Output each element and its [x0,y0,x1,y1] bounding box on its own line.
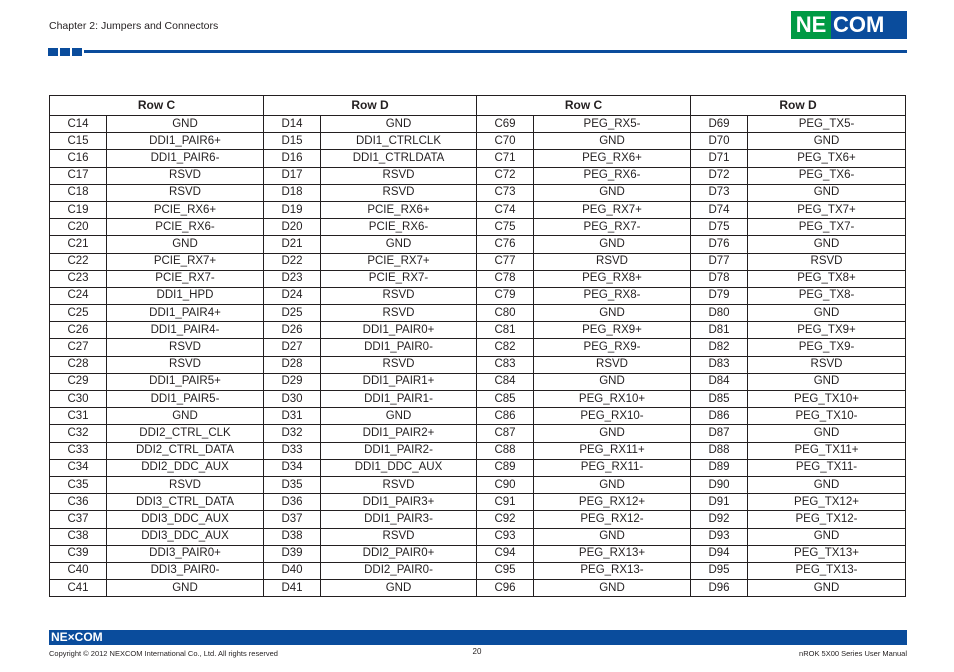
signal-c-cell: PEG_RX13+ [534,545,691,562]
pin-c-cell: C29 [50,373,107,390]
signal-d-cell: GND [321,236,477,253]
signal-d-cell: PCIE_RX6- [321,219,477,236]
pin-c-cell: C41 [50,580,107,597]
pin-c-cell: C88 [477,442,534,459]
pin-d-cell: D92 [691,511,748,528]
nexcom-logo [791,11,907,39]
pin-d-cell: D89 [691,459,748,476]
signal-d-cell: RSVD [748,356,906,373]
signal-c-cell: GND [107,116,264,133]
pin-c-cell: C33 [50,442,107,459]
signal-d-cell: PCIE_RX6+ [321,201,477,218]
table-row [50,253,906,270]
header-row-c: Row C [50,96,264,116]
signal-d-cell: PEG_TX13- [748,562,906,579]
pin-c-cell: C37 [50,511,107,528]
signal-c-cell: PEG_RX11+ [534,442,691,459]
pin-d-cell: D22 [264,253,321,270]
pin-d-cell: D29 [264,373,321,390]
pin-c-cell: C27 [50,339,107,356]
signal-c-cell: DDI2_CTRL_CLK [107,425,264,442]
pin-d-cell: D82 [691,339,748,356]
signal-d-cell: PEG_TX11- [748,459,906,476]
pin-d-cell: D31 [264,408,321,425]
table-body [50,116,906,597]
page-number: 20 [472,647,482,656]
pin-c-cell: C91 [477,494,534,511]
signal-d-cell: DDI1_PAIR2+ [321,425,477,442]
signal-c-cell: PEG_RX6- [534,167,691,184]
pin-c-cell: C36 [50,494,107,511]
table-row [50,511,906,528]
pin-d-cell: D87 [691,425,748,442]
signal-c-cell: DDI1_PAIR5- [107,391,264,408]
pin-c-cell: C81 [477,322,534,339]
pin-c-cell: C90 [477,476,534,493]
pin-d-cell: D14 [264,116,321,133]
signal-c-cell: GND [534,528,691,545]
pin-d-cell: D83 [691,356,748,373]
table-row [50,322,906,339]
pin-c-cell: C94 [477,545,534,562]
table-row [50,133,906,150]
signal-d-cell: PEG_TX11+ [748,442,906,459]
table-row [50,201,906,218]
signal-c-cell: PEG_RX5- [534,116,691,133]
pin-d-cell: D76 [691,236,748,253]
signal-c-cell: DDI1_PAIR4- [107,322,264,339]
pin-c-cell: C35 [50,476,107,493]
pin-c-cell: C18 [50,184,107,201]
signal-c-cell: GND [534,580,691,597]
pin-c-cell: C95 [477,562,534,579]
pin-d-cell: D85 [691,391,748,408]
pin-d-cell: D30 [264,391,321,408]
pin-c-cell: C85 [477,391,534,408]
signal-d-cell: GND [748,580,906,597]
pin-d-cell: D91 [691,494,748,511]
table-row [50,459,906,476]
signal-c-cell: DDI3_PAIR0+ [107,545,264,562]
table-row [50,116,906,133]
signal-c-cell: GND [107,236,264,253]
pin-d-cell: D71 [691,150,748,167]
pin-c-cell: C82 [477,339,534,356]
signal-d-cell: RSVD [321,476,477,493]
pin-d-cell: D88 [691,442,748,459]
signal-c-cell: GND [534,236,691,253]
signal-c-cell: RSVD [107,476,264,493]
signal-c-cell: PEG_RX13- [534,562,691,579]
pin-d-cell: D80 [691,305,748,322]
pin-c-cell: C17 [50,167,107,184]
pin-c-cell: C70 [477,133,534,150]
header-row-c: Row C [477,96,691,116]
table-row [50,545,906,562]
pin-d-cell: D19 [264,201,321,218]
pin-d-cell: D28 [264,356,321,373]
table-row [50,339,906,356]
signal-d-cell: GND [748,184,906,201]
signal-d-cell: PEG_TX7+ [748,201,906,218]
pin-d-cell: D36 [264,494,321,511]
signal-d-cell: DDI1_PAIR3+ [321,494,477,511]
signal-c-cell: DDI1_PAIR6- [107,150,264,167]
signal-d-cell: PEG_TX12- [748,511,906,528]
pin-c-cell: C23 [50,270,107,287]
pin-c-cell: C28 [50,356,107,373]
signal-d-cell: DDI2_PAIR0+ [321,545,477,562]
signal-c-cell: RSVD [107,167,264,184]
header-row-d: Row D [264,96,477,116]
pin-d-cell: D77 [691,253,748,270]
pin-c-cell: C31 [50,408,107,425]
pin-d-cell: D39 [264,545,321,562]
pin-d-cell: D40 [264,562,321,579]
signal-d-cell: GND [321,116,477,133]
signal-c-cell: PCIE_RX7- [107,270,264,287]
signal-c-cell: RSVD [534,253,691,270]
signal-c-cell: PEG_RX6+ [534,150,691,167]
signal-d-cell: GND [748,373,906,390]
signal-d-cell: RSVD [321,356,477,373]
pin-d-cell: D16 [264,150,321,167]
signal-c-cell: DDI2_CTRL_DATA [107,442,264,459]
table-row [50,425,906,442]
signal-d-cell: DDI1_PAIR2- [321,442,477,459]
pin-c-cell: C26 [50,322,107,339]
pin-d-cell: D20 [264,219,321,236]
pin-c-cell: C87 [477,425,534,442]
signal-d-cell: DDI1_CTRLDATA [321,150,477,167]
signal-c-cell: PEG_RX10+ [534,391,691,408]
pin-c-cell: C83 [477,356,534,373]
table-row [50,150,906,167]
pin-d-cell: D32 [264,425,321,442]
pin-c-cell: C93 [477,528,534,545]
signal-d-cell: PEG_TX13+ [748,545,906,562]
signal-c-cell: GND [534,476,691,493]
logo-left: NE [791,11,831,39]
pin-c-cell: C40 [50,562,107,579]
pin-c-cell: C92 [477,511,534,528]
signal-d-cell: GND [321,408,477,425]
pin-c-cell: C76 [477,236,534,253]
signal-d-cell: GND [748,528,906,545]
footer-bar [49,630,907,645]
signal-d-cell: RSVD [321,287,477,304]
pin-c-cell: C39 [50,545,107,562]
signal-d-cell: DDI1_PAIR1+ [321,373,477,390]
pin-c-cell: C69 [477,116,534,133]
pin-d-cell: D72 [691,167,748,184]
signal-d-cell: PEG_TX5- [748,116,906,133]
pin-c-cell: C30 [50,391,107,408]
pin-c-cell: C84 [477,373,534,390]
pin-d-cell: D75 [691,219,748,236]
signal-c-cell: PEG_RX12+ [534,494,691,511]
header-square [48,48,58,56]
pin-d-cell: D95 [691,562,748,579]
pin-d-cell: D84 [691,373,748,390]
table-row [50,287,906,304]
table-row [50,476,906,493]
pin-c-cell: C74 [477,201,534,218]
pin-c-cell: C96 [477,580,534,597]
table-row [50,236,906,253]
signal-c-cell: PCIE_RX7+ [107,253,264,270]
table-row [50,270,906,287]
signal-c-cell: PEG_RX7+ [534,201,691,218]
signal-c-cell: RSVD [107,356,264,373]
signal-c-cell: RSVD [107,184,264,201]
pin-d-cell: D35 [264,476,321,493]
pin-c-cell: C86 [477,408,534,425]
signal-d-cell: DDI1_DDC_AUX [321,459,477,476]
signal-c-cell: RSVD [534,356,691,373]
pin-d-cell: D27 [264,339,321,356]
pin-c-cell: C32 [50,425,107,442]
table-row [50,580,906,597]
signal-d-cell: PEG_TX10+ [748,391,906,408]
pin-c-cell: C89 [477,459,534,476]
pin-c-cell: C78 [477,270,534,287]
pin-c-cell: C72 [477,167,534,184]
pin-d-cell: D34 [264,459,321,476]
pin-c-cell: C38 [50,528,107,545]
signal-d-cell: PEG_TX7- [748,219,906,236]
table-row [50,528,906,545]
signal-d-cell: PEG_TX6+ [748,150,906,167]
signal-d-cell: GND [748,305,906,322]
pin-d-cell: D74 [691,201,748,218]
signal-c-cell: DDI1_PAIR5+ [107,373,264,390]
header-row-d: Row D [691,96,906,116]
table-row [50,494,906,511]
signal-d-cell: GND [748,476,906,493]
signal-c-cell: PEG_RX8+ [534,270,691,287]
pin-definition-table [49,95,906,597]
table-header-row [50,96,906,116]
pin-d-cell: D90 [691,476,748,493]
signal-d-cell: RSVD [321,305,477,322]
header-rule [84,50,907,53]
copyright-text: Copyright © 2012 NEXCOM International Co., Ltd. All rights reserved [49,649,278,658]
pin-d-cell: D24 [264,287,321,304]
pin-c-cell: C20 [50,219,107,236]
signal-c-cell: DDI3_DDC_AUX [107,511,264,528]
signal-c-cell: PCIE_RX6- [107,219,264,236]
signal-c-cell: GND [534,305,691,322]
pin-c-cell: C15 [50,133,107,150]
pin-c-cell: C80 [477,305,534,322]
table-row [50,184,906,201]
pin-d-cell: D15 [264,133,321,150]
signal-d-cell: PEG_TX9+ [748,322,906,339]
pin-c-cell: C75 [477,219,534,236]
pin-c-cell: C16 [50,150,107,167]
signal-d-cell: GND [748,133,906,150]
signal-c-cell: PEG_RX8- [534,287,691,304]
signal-d-cell: PEG_TX9- [748,339,906,356]
pin-d-cell: D23 [264,270,321,287]
pin-c-cell: C25 [50,305,107,322]
pin-d-cell: D69 [691,116,748,133]
pin-d-cell: D70 [691,133,748,150]
signal-c-cell: GND [107,580,264,597]
pin-c-cell: C24 [50,287,107,304]
signal-c-cell: PCIE_RX6+ [107,201,264,218]
signal-c-cell: GND [107,408,264,425]
signal-d-cell: DDI2_PAIR0- [321,562,477,579]
signal-c-cell: PEG_RX9- [534,339,691,356]
signal-c-cell: DDI3_DDC_AUX [107,528,264,545]
signal-d-cell: GND [748,236,906,253]
pin-d-cell: D18 [264,184,321,201]
table-row [50,356,906,373]
signal-d-cell: RSVD [321,528,477,545]
signal-c-cell: DDI2_DDC_AUX [107,459,264,476]
signal-d-cell: PEG_TX10- [748,408,906,425]
logo-right: COM [831,11,907,39]
signal-c-cell: DDI1_PAIR6+ [107,133,264,150]
pin-c-cell: C34 [50,459,107,476]
table-row [50,219,906,236]
signal-c-cell: GND [534,425,691,442]
signal-c-cell: PEG_RX11- [534,459,691,476]
table-row [50,391,906,408]
signal-c-cell: RSVD [107,339,264,356]
pin-c-cell: C77 [477,253,534,270]
signal-c-cell: DDI3_CTRL_DATA [107,494,264,511]
signal-c-cell: DDI1_HPD [107,287,264,304]
header-square [72,48,82,56]
signal-d-cell: DDI1_PAIR1- [321,391,477,408]
pin-c-cell: C22 [50,253,107,270]
pin-c-cell: C21 [50,236,107,253]
signal-d-cell: PEG_TX8- [748,287,906,304]
pin-d-cell: D94 [691,545,748,562]
signal-d-cell: PEG_TX8+ [748,270,906,287]
pin-c-cell: C73 [477,184,534,201]
signal-d-cell: DDI1_CTRLCLK [321,133,477,150]
pin-d-cell: D38 [264,528,321,545]
signal-d-cell: RSVD [321,167,477,184]
signal-d-cell: PEG_TX12+ [748,494,906,511]
pin-d-cell: D17 [264,167,321,184]
pin-d-cell: D81 [691,322,748,339]
signal-d-cell: GND [321,580,477,597]
signal-c-cell: PEG_RX12- [534,511,691,528]
pin-d-cell: D37 [264,511,321,528]
signal-c-cell: DDI1_PAIR4+ [107,305,264,322]
signal-c-cell: PEG_RX7- [534,219,691,236]
pin-d-cell: D79 [691,287,748,304]
table-row [50,305,906,322]
footer-logo: NE×COM [51,630,103,644]
pin-c-cell: C14 [50,116,107,133]
pin-d-cell: D21 [264,236,321,253]
table-row [50,562,906,579]
pin-d-cell: D86 [691,408,748,425]
signal-c-cell: GND [534,184,691,201]
signal-d-cell: GND [748,425,906,442]
pin-d-cell: D33 [264,442,321,459]
signal-c-cell: DDI3_PAIR0- [107,562,264,579]
signal-d-cell: RSVD [321,184,477,201]
pin-c-cell: C71 [477,150,534,167]
signal-d-cell: DDI1_PAIR0+ [321,322,477,339]
pin-d-cell: D26 [264,322,321,339]
pin-d-cell: D25 [264,305,321,322]
table-row [50,408,906,425]
pin-d-cell: D41 [264,580,321,597]
header-square [60,48,70,56]
signal-d-cell: PCIE_RX7+ [321,253,477,270]
signal-c-cell: PEG_RX10- [534,408,691,425]
signal-c-cell: PEG_RX9+ [534,322,691,339]
pin-d-cell: D78 [691,270,748,287]
pin-c-cell: C79 [477,287,534,304]
pin-d-cell: D96 [691,580,748,597]
chapter-title: Chapter 2: Jumpers and Connectors [49,20,219,32]
signal-d-cell: PCIE_RX7- [321,270,477,287]
pin-d-cell: D93 [691,528,748,545]
signal-c-cell: GND [534,373,691,390]
signal-d-cell: PEG_TX6- [748,167,906,184]
signal-c-cell: GND [534,133,691,150]
table-row [50,167,906,184]
header-squares [48,48,82,56]
table-row [50,373,906,390]
signal-d-cell: DDI1_PAIR3- [321,511,477,528]
signal-d-cell: DDI1_PAIR0- [321,339,477,356]
pin-d-cell: D73 [691,184,748,201]
signal-d-cell: RSVD [748,253,906,270]
manual-title: nROK 5X00 Series User Manual [799,649,907,658]
table-row [50,442,906,459]
pin-c-cell: C19 [50,201,107,218]
